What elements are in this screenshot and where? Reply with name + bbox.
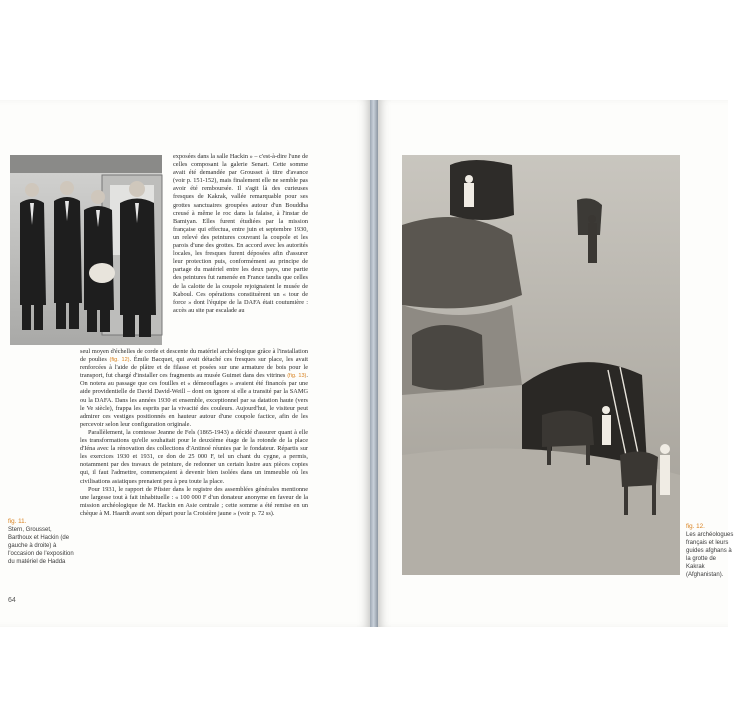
cave-site-photo bbox=[402, 155, 680, 575]
paragraph-1-continued bbox=[80, 348, 308, 429]
text-segment-a: seul moyen d'échelles de corde et descente du matériel archéologique grâce à l'installation de poulies bbox=[80, 348, 308, 364]
right-page bbox=[378, 100, 734, 627]
figure-caption-11 bbox=[8, 518, 76, 566]
figure-caption-12 bbox=[686, 523, 736, 579]
paragraph-2: Parallèlement, la comtesse Jeanne de Fels (1865-1943) a décidé d'assurer quant à elle les transformations qu'elle souhaitait pour le deuxième étage de la rotonde de la place d'Iéna avec la rénovation des collections d'Antinoé réunies par le fondateur. Répartis sur les exercices 1930 et 1931, ce don de 25 000 F, tel un chant du cygne, a permis, notamment par des travaux de peinture, de redonner un certain lustre aux pièces copies qui, il faut l'admettre, commençaient à devenir bien isolées dans un immeuble où les civilisations asiatiques prenaient peu à peu toute la place. bbox=[80, 428, 308, 485]
figure-caption-text: Les archéologues français et leurs guides afghans à la grotte de Kakrak (Afghanistan). bbox=[686, 532, 734, 578]
book-spread bbox=[0, 100, 734, 627]
figure-reference-13: (fig. 13) bbox=[287, 373, 307, 380]
group-portrait-photo bbox=[10, 155, 162, 345]
left-page bbox=[0, 100, 370, 627]
figure-reference-12: (fig. 12) bbox=[109, 357, 130, 364]
text-below-photo bbox=[80, 348, 308, 518]
text-segment-b: . Émile Bacquet, qui avait détaché ces fresques sur place, les avait renforcées à l'aide de plâtre et de filasse et posées sur une armature de bois pour le transport, fut chargé d'installer ces fragments au musée Guimet dans des vitrines bbox=[80, 356, 309, 380]
paragraph-3: Pour 1931, le rapport de Pfister dans le registre des assemblées générales mentionne une largesse tout à fait inhabituelle : « 100 000 F d'un donateur anonyme en faveur de la mission archéologique de M. Hackin en Asie centrale ; cette somme a été remise en un chèque à M. Haardt avant son départ pour la Croisière jaune » (voir p. 72 ss). bbox=[80, 485, 308, 517]
figure-label: fig. 12. bbox=[686, 523, 705, 530]
paragraph-beside-photo: exposées dans la salle Hackin » – c'est-à-dire l'une de celles composant la galerie Senart. Cette somme avait été demandée par Grousset à titre d'avance (voir p. 151-152), mais finalement elle ne semble pas avoir été remboursée. Il s'agit là des curieuses fresques de Kakrak, vallée remarquable pour ses grottes sanctuaires groupées autour d'un Bouddha creusé à même le roc dans la falaise, à l'instar de Bamiyan. Elles furent étudiées par la mission française qui effectua, entre juin et septembre 1930, un relevé des peintures couvrant la coupole et les parois d'une des grottes. En accord avec les autorités locales, les fresques furent déposées afin d'assurer leur protection puis, conformément au principe de partage du matériel entre les deux pays, une partie des peintures fut ramenée en France tandis que celles de la calotte de la coupole rejoignaient le musée de Kaboul. Ces opérations constituèrent un « tour de force » dont l'équipe de la DAFA était coutumière : accès au site par escalade au bbox=[173, 153, 308, 314]
page-number: 64 bbox=[8, 597, 16, 604]
book-gutter bbox=[370, 100, 378, 627]
text-segment-c: . On notera au passage que ces fouilles et « démeouflages » avaient été financés par une aide providentielle de David David-Weill – dont on ignore si elle a transité par la SAMG ou la DAFA. Dans les années 1930 et ensemble, exceptionnel par sa datation haute (vers le Ve siècle), frappa les esprits par la vivacité des couleurs. Aujourd'hui, le visiteur peut admirer ces vestiges positionnés en hauteur autour d'une coupole factice, afin de les percevoir selon leur configuration originale. bbox=[80, 372, 308, 428]
figure-label: fig. 11. bbox=[8, 518, 27, 525]
figure-caption-text: Stern, Grousset, Barthoux et Hackin (de gauche à droite) à l'occasion de l'exposition du matériel de Hadda bbox=[8, 527, 74, 565]
